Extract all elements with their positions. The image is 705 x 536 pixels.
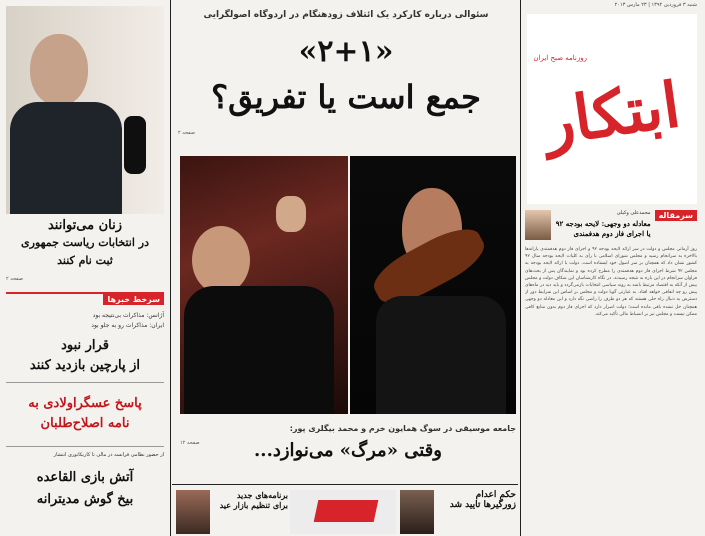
author-avatar	[525, 210, 551, 240]
brief-3-kicker: از حضور نظامی فرانسه در مالی تا کاریکاتوری انتشار	[53, 452, 164, 458]
ad-shape-red	[314, 500, 379, 522]
bottom-item-ad	[290, 490, 396, 534]
section-tag-editorial: سرمقاله	[655, 210, 697, 221]
bottom-item-1-head-1: حکم اعدام	[475, 490, 516, 500]
brief-divider-1	[6, 382, 164, 383]
photo-bottom-2	[176, 490, 210, 534]
conductor-body	[184, 286, 334, 414]
photo-caption: جامعه موسیقی در سوگ همایون خرم و محمد بیگلری پور:	[289, 424, 516, 433]
editorial	[525, 210, 697, 536]
rule-left-column	[170, 0, 171, 536]
logo-tagline: روزنامه صبح ایران	[533, 54, 587, 62]
bottom-item-2-head-1: برنامه‌های جدید	[236, 490, 288, 500]
portrait-page-ref: صفحه ۲	[6, 276, 23, 282]
photo-portrait	[6, 6, 164, 214]
main-kicker: سئوالی درباره کارکرد یک ائتلاف زودهنگام در اردوگاه اصولگرایی	[203, 10, 489, 20]
conductor-head	[192, 226, 250, 294]
main-headline-1: «۲+۱»	[298, 34, 394, 69]
editorial-title: معادله دو وجهی: لایحه بودجه ۹۲ یا اجرای فاز دوم هدفمندی	[555, 219, 651, 238]
editorial-body: روز آرمانی مجلس و دولت در سر ارائه لایحه بودجه ۹۲ و اجرای فاز دوم هدفمندی یارانه‌ها بالاخره به سرانجام رسید و مجلس شورای اسلامی با رأی به کلیات لایحه بودجه سال ۹۲ کشور نشان داد که همچنان بر سر اصول خود ایستاده است. دولت با ارائه لایحه بودجه به مجلس ۹۲ شرط اجرای فاز دوم هدفمندی را مطرح کرده بود و نمایندگان پس از بحث‌های فراوان سرانجام در این باره به نتیجه رسیدند. در نگاه کارشناسان این شکاف دولت و مجلس بیش از آنکه به اقتصاد مرتبط باشد به روند سیاسی انتخابات بازمی‌گردد و باید دید در ماه‌های پیش رو چه اتفاقی خواهد افتاد. به عبارتی گویا دولت و مجلس بر اساس این شرایط دور از دسترس به دنبال راه حلی هستند که هر دو طرف را راضی نگه دارد و این معادله دو وجهی همچنان حل نشده باقی مانده است؛ دولت اصرار دارد که اجرای فاز دوم بدون منابع کافی ممکن نیست و مجلس نیز بر انضباط مالی تأکید می‌کند.	[525, 247, 697, 317]
brief-1-sub: ایران: مذاکرات رو به جلو بود	[91, 322, 164, 329]
main-page-ref: صفحه ۲	[178, 130, 195, 136]
rule-bottom	[172, 484, 518, 485]
portrait-headline-3: ثبت نام کنند	[57, 254, 113, 267]
portrait-headline-2: در انتخابات ریاست جمهوری	[21, 236, 149, 249]
photo-bottom-1	[400, 490, 434, 534]
bottom-item-1-head-2: زورگیرها تایید شد	[449, 500, 516, 510]
portrait-head	[30, 34, 88, 106]
brief-1-head-2: از پارچین بازدید کنند	[29, 358, 141, 373]
brief-2-head-2: نامه اصلاح‌طلبان	[40, 416, 130, 431]
photo-conductor	[180, 156, 348, 414]
brief-3-head-2: بیخ گوش مدیترانه	[36, 492, 134, 507]
masthead	[527, 14, 697, 204]
microphone-icon	[124, 116, 146, 174]
portrait-body	[10, 102, 122, 214]
newspaper-logo: ابتکار	[539, 67, 685, 160]
briefs-header	[6, 292, 164, 305]
bottom-item-2-head-2: برای تنظیم بازار عید	[219, 500, 288, 510]
rule-right-column	[520, 0, 521, 536]
brief-1-head-1: قرار نبود	[61, 338, 109, 353]
editorial-author: محمدعلی وکیلی	[616, 210, 651, 216]
brief-3-head-1: آتش بازی القاعده	[36, 470, 134, 485]
brief-1-kicker: آژانس: مذاکرات بی‌نتیجه بود	[92, 312, 164, 319]
violinist-body	[376, 296, 506, 414]
main-headline-2: جمع است یا تفریق؟	[211, 78, 481, 116]
brief-divider-2	[6, 446, 164, 447]
photo-headline: وقتی «مرگ» می‌نوازد...	[254, 440, 442, 461]
photo-page-ref: صفحه ۱۲	[180, 440, 200, 446]
portrait-headline-1: زنان می‌توانند	[47, 218, 123, 233]
brief-2-head-1: پاسخ عسگراولادی به	[28, 396, 142, 411]
section-tag-briefs: سرخط خبرها	[103, 294, 164, 305]
photo-violinist	[350, 156, 516, 414]
bottom-item-2	[176, 490, 288, 534]
bottom-item-1	[400, 490, 516, 534]
conductor-hand	[276, 196, 306, 232]
date-line: شنبه ۳ فروردین ۱۳۹۲ | ۲۳ مارس ۲۰۱۳	[614, 2, 697, 8]
